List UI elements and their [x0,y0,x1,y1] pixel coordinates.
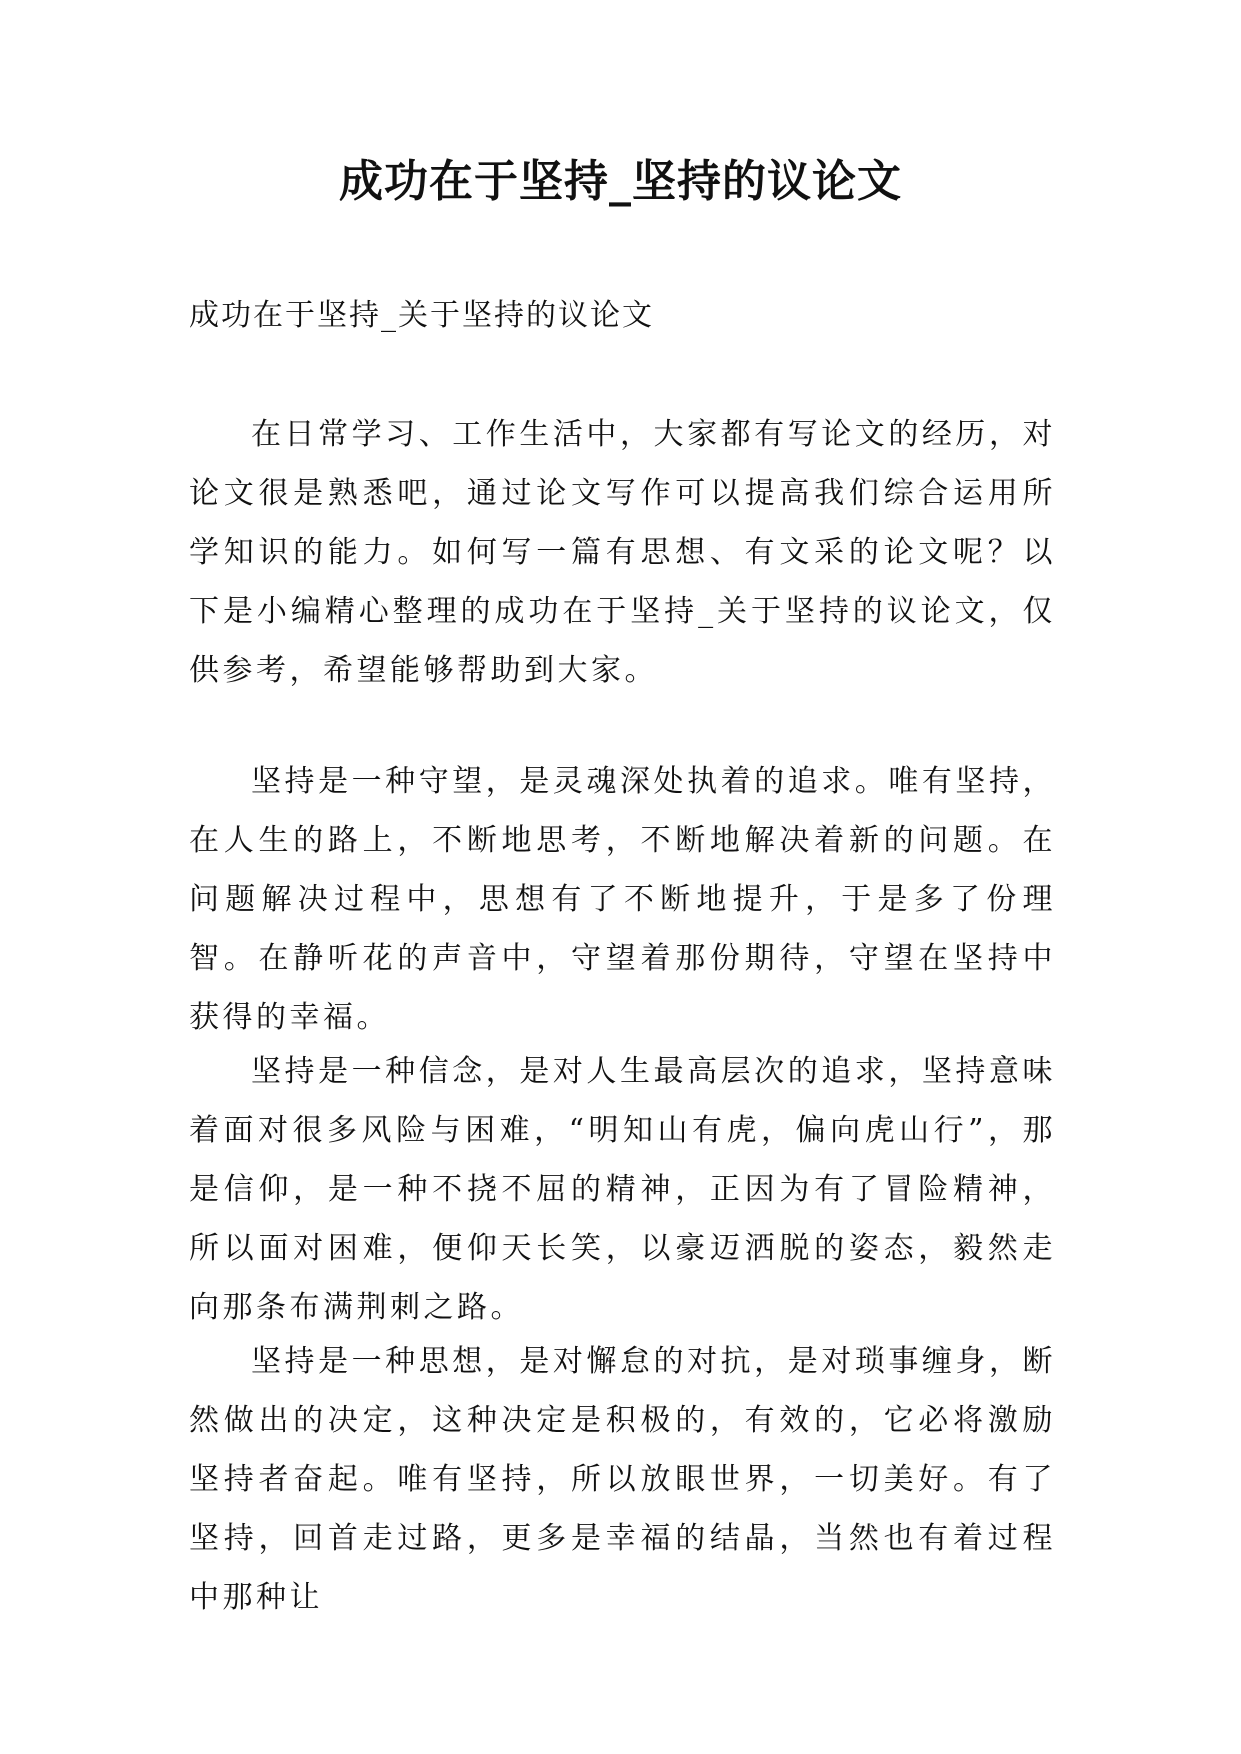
paragraph-perseverance-watch: 坚持是一种守望，是灵魂深处执着的追求。唯有坚持，在人生的路上，不断地思考，不断地解决着新的问题。在问题解决过程中，思想有了不断地提升，于是多了份理智。在静听花的声音中，守望着那份期待，守望在坚持中获得的幸福。 [189,764,1056,1035]
paragraph-intro: 在日常学习、工作生活中，大家都有写论文的经历，对论文很是熟悉吧，通过论文写作可以提高我们综合运用所学知识的能力。如何写一篇有思想、有文采的论文呢？以下是小编精心整理的成功在于坚持_关于坚持的议论文，仅供参考，希望能够帮助到大家。 [189,417,1056,688]
document-subtitle: 成功在于坚持_关于坚持的议论文 [189,298,654,333]
document-title: 成功在于坚持_坚持的议论文 [339,156,902,207]
paragraph-perseverance-belief: 坚持是一种信念，是对人生最高层次的追求，坚持意味着面对很多风险与困难，“明知山有虎，偏向虎山行”，那是信仰，是一种不挠不屈的精神，正因为有了冒险精神，所以面对困难，便仰天长笑，以豪迈洒脱的姿态，毅然走向那条布满荆刺之路。 [189,1054,1056,1325]
paragraph-perseverance-thought: 坚持是一种思想，是对懈怠的对抗，是对琐事缠身，断然做出的决定，这种决定是积极的，有效的，它必将激励坚持者奋起。唯有坚持，所以放眼世界，一切美好。有了坚持，回首走过路，更多是幸福的结晶，当然也有着过程中那种让 [189,1344,1056,1615]
